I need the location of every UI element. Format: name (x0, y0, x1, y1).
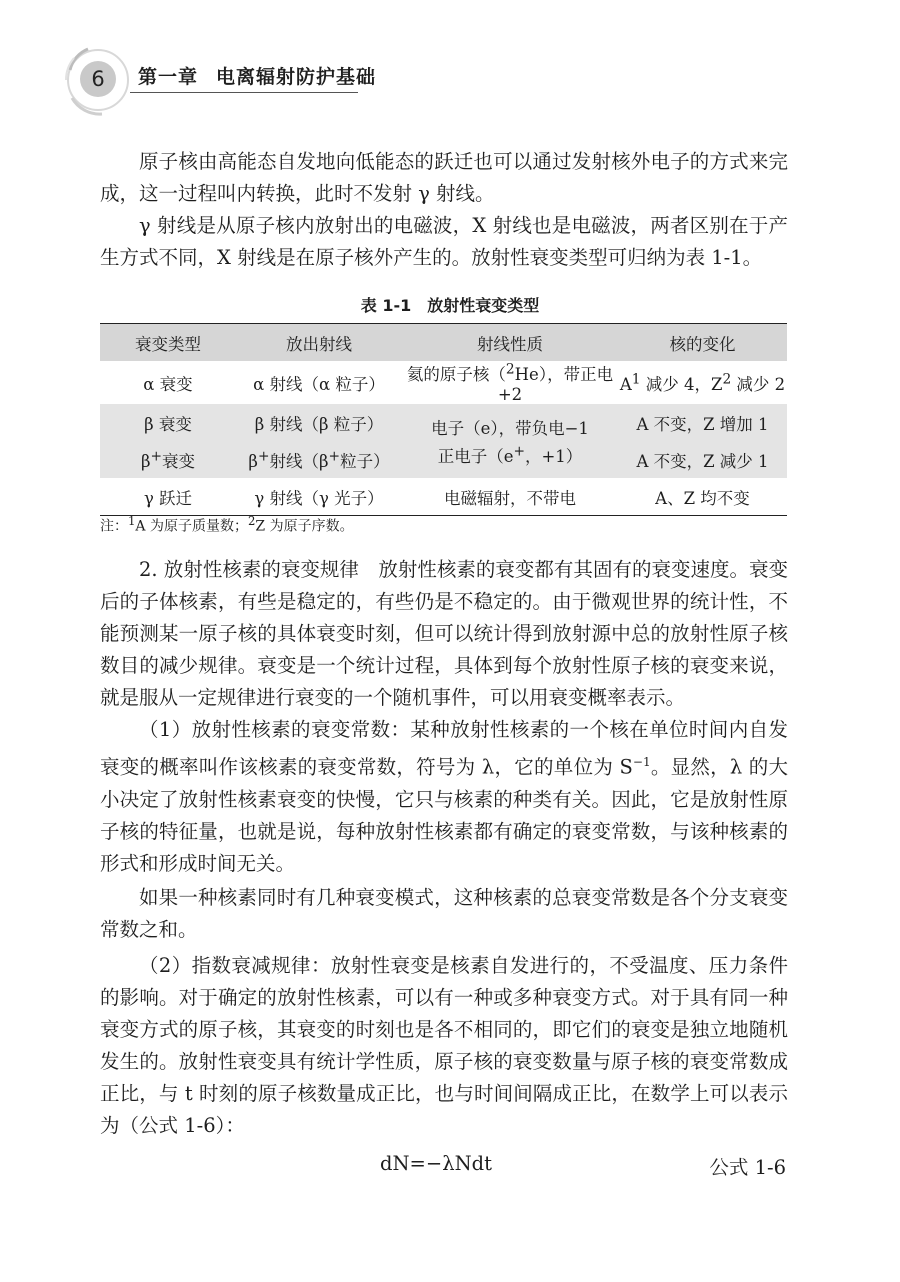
beta-minus-nature: 电子（e），带负电−1 (431, 419, 589, 438)
table-caption-number: 表 1-1 (360, 296, 412, 315)
paragraph-internal-conversion: 原子核由高能态自发地向低能态的跃迁也可以通过发射核外电子的方式来完成，这一过程叫内转换，此时不发射 γ 射线。 (100, 150, 788, 205)
beta-plus-type: β+衰变 (140, 448, 196, 471)
beta-rays (236, 404, 402, 478)
page-header (0, 0, 900, 120)
table-row-alpha (100, 361, 787, 404)
beta-types (100, 404, 236, 478)
alpha-change: $A^1$ 减少 4，$Z^2$ 减少 2 (619, 371, 786, 394)
paragraph-exponential-decay: （2）指数衰减规律：放射性衰变是核素自发进行的，不受温度、压力条件的影响。对于确定的放射性核素，可以有一种或多种衰变方式。对于具有同一种衰变方式的原子核，其衰变的时刻也是各不相同的，即它们的衰变是独立地随机发生的。放射性衰变具有统计学性质，原子核的衰变数量与原子核的衰变常数成正比，与 t 时刻的原子核数量成正比，也与时间间隔成正比，在数学上可以表示为（公式 1-6）： (100, 954, 788, 1137)
table-caption (0, 293, 900, 316)
gamma-change: A、Z 均不变 (655, 488, 750, 508)
beta-minus-ray: β 射线（β 粒子） (254, 414, 384, 434)
table-note: 注：$^1$A 为原子质量数；$^2$Z 为原子序数。 (100, 514, 354, 535)
paragraph-branching: 如果一种核素同时有几种衰变模式，这种核素的总衰变常数是各个分支衰变常数之和。 (100, 886, 788, 941)
gamma-type: γ 跃迁 (143, 488, 193, 508)
formula-expression: dN=−λNdt (380, 1152, 492, 1175)
paragraph-decay-constant: （1）放射性核素的衰变常数：某种放射性核素的一个核在单位时间内自发衰变的概率叫作该核素的衰变常数，符号为 λ，它的单位为 $S^{-1}$。显然，λ 的大小决定了放射性核素衰变的快慢，它只与核素的种类有关。因此，它是放射性原子核的特征量，也就是说，每种放射性核素都有确定的衰变常数，与该种核素的形式和形成时间无关。 (100, 718, 788, 875)
header-ray-nature: 射线性质 (402, 324, 618, 362)
beta-changes (618, 404, 787, 478)
alpha-nature: 氦的原子核（$^2$He），带正电+2 (406, 361, 614, 404)
alpha-type: α 衰变 (143, 374, 193, 394)
paragraph-gamma-xray: γ 射线是从原子核内放射出的电磁波，X 射线也是电磁波，两者区别在于产生方式不同，X 射线是在原子核外产生的。放射性衰变类型可归纳为表 1-1。 (100, 214, 788, 269)
chapter-label: 第一章 (138, 66, 199, 88)
header-rule (130, 92, 358, 93)
decay-types-table (100, 323, 787, 516)
table-caption-title: 放射性衰变类型 (427, 296, 540, 315)
alpha-ray: α 射线（α 粒子） (253, 374, 385, 394)
gamma-nature: 电磁辐射，不带电 (444, 488, 576, 508)
header-decay-type: 衰变类型 (100, 324, 236, 362)
beta-natures (402, 404, 618, 478)
table-row-beta (100, 404, 787, 478)
beta-minus-change: A 不变，Z 增加 1 (636, 414, 769, 434)
beta-plus-change: A 不变，Z 减少 1 (636, 451, 769, 471)
chapter-heading (138, 62, 376, 89)
formula-label: 公式 1-6 (709, 1156, 786, 1179)
page-number: 6 (80, 61, 116, 97)
beta-plus-ray: β+射线（β+粒子） (248, 448, 390, 471)
header-nucleus-change: 核的变化 (618, 324, 787, 362)
beta-plus-nature: 正电子（e+，+1） (437, 443, 583, 466)
chapter-title: 电离辐射防护基础 (216, 66, 377, 88)
header-emitted-ray: 放出射线 (236, 324, 402, 362)
table-header-row (100, 324, 787, 362)
paragraph-decay-law: 2. 放射性核素的衰变规律 放射性核素的衰变都有其固有的衰变速度。衰变后的子体核素，有些是稳定的，有些仍是不稳定的。由于微观世界的统计性，不能预测某一原子核的具体衰变时刻，但可以统计得到放射源中总的放射性原子核数目的减少规律。衰变是一个统计过程，具体到每个放射性原子核的衰变来说，就是服从一定规律进行衰变的一个随机事件，可以用衰变概率表示。 (100, 558, 788, 709)
gamma-ray: γ 射线（γ 光子） (254, 488, 384, 508)
beta-minus-type: β 衰变 (144, 414, 192, 434)
table-row-gamma (100, 478, 787, 516)
